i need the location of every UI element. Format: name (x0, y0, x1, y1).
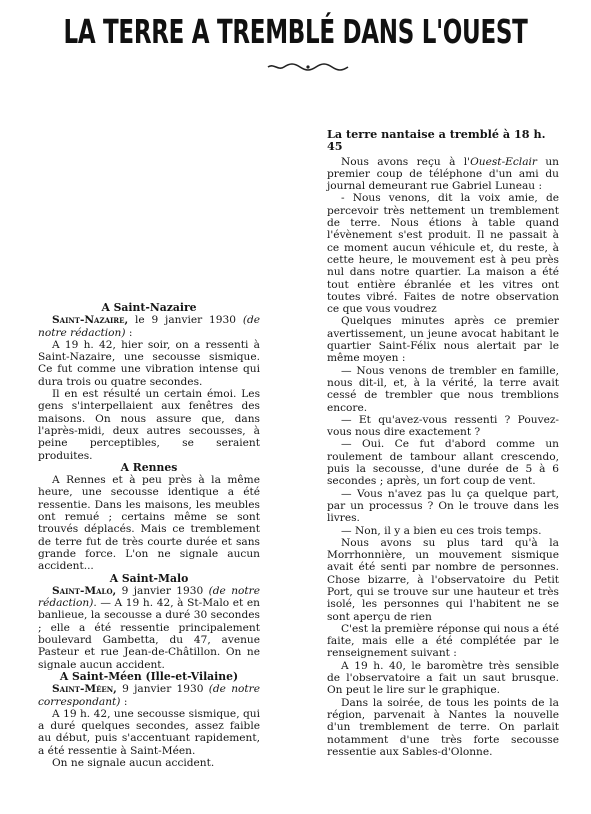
section-title-nantes: La terre nantaise a tremblé à 18 h. 45 (327, 127, 546, 154)
paragraph: - Nous venons, dit la voix amie, de percevoir très nettement un tremblement de terre. Nous étions à table quand l'évènement s'est produit. Il ne passait à ce moment aucun véhicule et, du reste, à cette heure, le mouvement est à peu près nul dans notre quartier. La maison a été tout entière ébranlée et les vitres ont toutes vibré. Faites de notre observation ce que vous voudrez (327, 192, 559, 316)
section-title-saint-malo: A Saint-Malo (109, 571, 189, 585)
dateline-end: : (125, 326, 133, 339)
paragraph: C'est la première réponse qui nous a été faite, mais elle a été complétée par le renseignement suivant : (327, 622, 559, 660)
dateline-date: 9 janvier 1930 (116, 584, 209, 597)
paragraph: Quelques minutes après ce premier avertissement, un jeune avocat habitant le quartier Saint-Félix nous alertait par le même moyen : (327, 315, 559, 365)
section-title-saint-meen: A Saint-Méen (Ille-et-Vilaine) (59, 669, 239, 683)
paragraph: A 19 h. 42, hier soir, on a ressenti à Saint-Nazaire, une secousse sismique. Ce fut comme une vibration intense qui dura trois ou quatre secondes. (38, 338, 260, 388)
headline-ornament-icon (266, 62, 350, 72)
paragraph: A 19 h. 42, une secousse sismique, qui a duré quelques secondes, assez faible au début, puis s'accentuant rapidement, a été ressentie à Saint-Méen. (38, 707, 260, 757)
paragraph: — Non, il y a bien eu ces trois temps. (341, 524, 542, 537)
paragraph (327, 156, 559, 193)
dateline-note: (de notre correspondant) (38, 683, 260, 708)
dateline-date: 9 janvier 1930 (116, 683, 209, 696)
paragraph: A Rennes et à peu près à la même heure, une secousse identique a été ressentie. Dans les maisons, les meubles ont remué ; certains même se sont trouvés déplacés. Mais ce tremblement de terre fut de très courte durée et sans grande force. L'on ne signale aucun accident... (38, 474, 260, 573)
right-column (327, 128, 559, 758)
section-title-saint-nazaire: A Saint-Nazaire (101, 301, 197, 314)
section-title-rennes: A Rennes (120, 460, 178, 474)
dateline-saint-nazaire (38, 314, 260, 339)
text-span: Nous avons reçu à l' (341, 155, 471, 168)
dateline-place: Saint-Nazaire, (52, 314, 129, 327)
paragraph: Il en est résulté un certain émoi. Les gens s'interpellaient aux fenêtres des maisons. On nous assure que, dans l'après-midi, deux autres secousses, à peine perceptibles, se seraient produites. (38, 388, 260, 462)
dateline-place: Saint-Malo, (52, 584, 117, 597)
paragraph: On ne signale aucun accident. (52, 756, 215, 769)
dateline-end: : (120, 695, 128, 708)
newspaper-name: Ouest-Eclair (470, 155, 537, 168)
paragraph: — Nous venons de trembler en famille, nous dit-il, et, à la vérité, la terre avait cessé de trembler que nous tremblions encore. (327, 364, 559, 414)
dateline-place: Saint-Méen, (52, 683, 117, 696)
dateline-saint-meen (38, 683, 260, 708)
paragraph: Dans la soirée, de tous les points de la région, parvenait à Nantes la nouvelle d'un tremblement de terre. On parlait notamment d'une très forte secousse ressentie aux Sables-d'Olonne. (327, 696, 559, 758)
headline: LA TERRE A TREMBLÉ DANS L'OUEST (63, 14, 528, 52)
dateline-date: le 9 janvier 1930 (128, 314, 243, 327)
paragraph: — Oui. Ce fut d'abord comme un roulement de tambour allant crescendo, puis la secousse, d'une durée de 5 à 6 secondes ; après, un fort coup de vent. (327, 438, 559, 488)
paragraph: — Vous n'avez pas lu ça quelque part, par un processus ? On le trouve dans les livres. (327, 487, 559, 525)
dateline-saint-malo (38, 585, 260, 671)
paragraph: . — A 19 h. 42, à St-Malo et en banlieue, la secousse a duré 30 secondes ; elle a été ressentie principalement boulevard Gambetta, du 47, avenue Pasteur et rue Jean-de-Châtillon. On ne signale aucun accident. (38, 597, 260, 671)
paragraph: A 19 h. 40, le baromètre très sensible de l'observatoire a fait un saut brusque. On peut le lire sur le graphique. (327, 659, 559, 697)
left-column (38, 302, 260, 769)
dateline-note: (de notre rédaction) (38, 314, 260, 339)
dateline-note: (de notre rédaction) (38, 584, 260, 610)
paragraph: Nous avons su plus tard qu'à la Morrhonnière, un mouvement sismique avait été senti par nombre de personnes. Chose bizarre, à l'observatoire du Petit Port, qui se trouve sur une hauteur et très isolé, les personnes qui l'habitent ne se sont aperçu de rien (327, 536, 559, 623)
text-span: un premier coup de téléphone d'un ami du journal demeurant rue Gabriel Luneau : (327, 155, 559, 193)
paragraph: — Et qu'avez-vous ressenti ? Pouvez-vous nous dire exactement ? (327, 413, 559, 439)
